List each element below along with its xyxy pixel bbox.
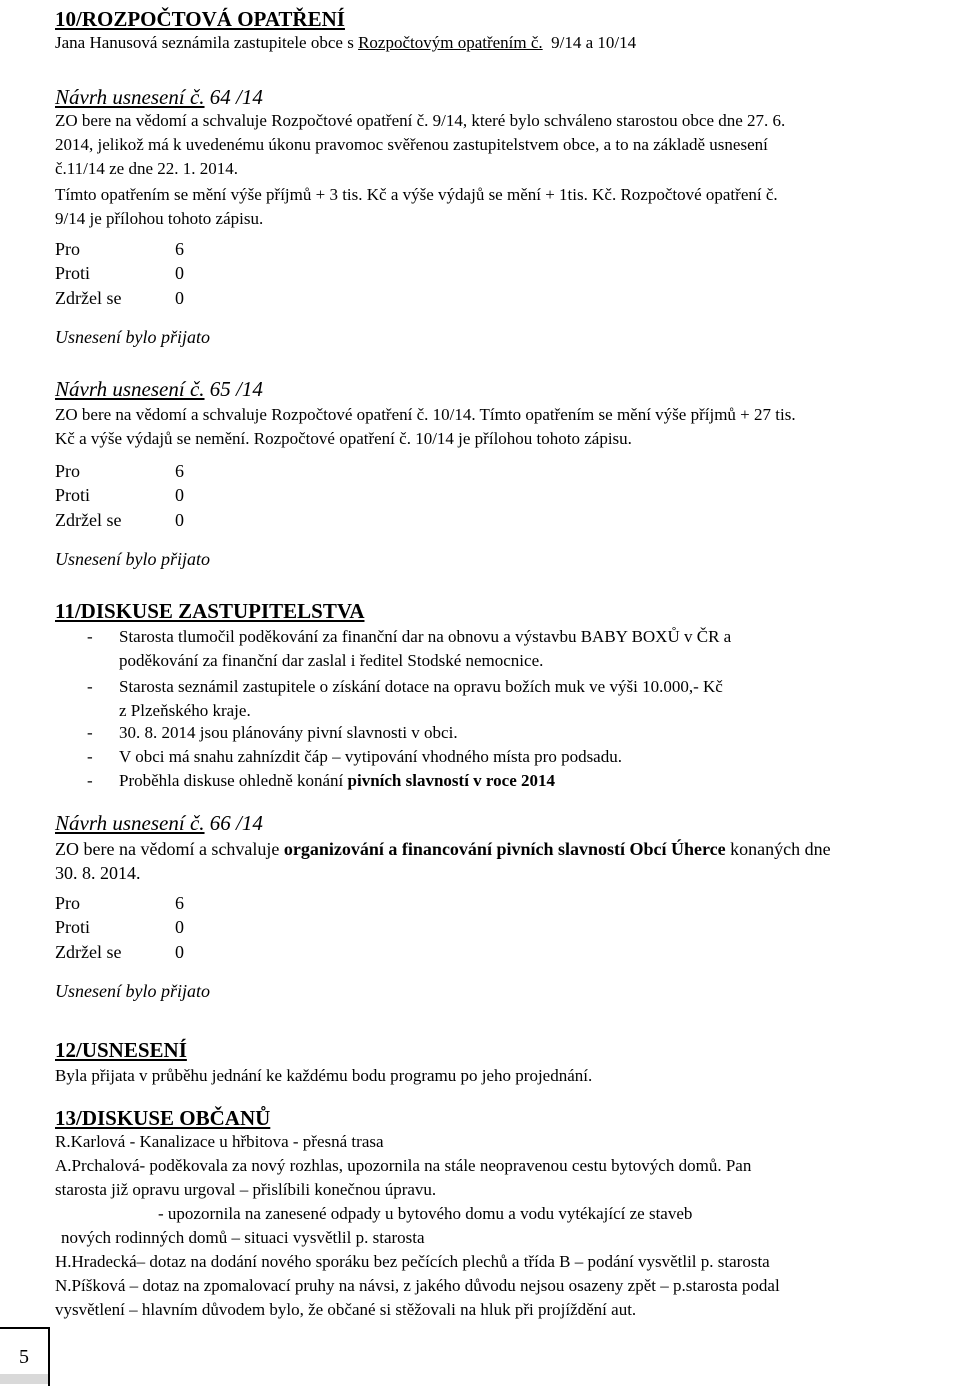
bullet-dash: - xyxy=(87,677,93,696)
resolution-65-heading xyxy=(55,377,263,401)
bullet-dash: - xyxy=(87,627,93,646)
citizen-line-2: A.Prchalová- poděkovala za nový rozhlas, upozornila na stále neopravenou cestu bytových domů. Pan xyxy=(55,1156,752,1175)
citizen-line-4: - upozornila na zanesené odpady u bytového domu a vodu vytékající ze staveb xyxy=(158,1204,693,1223)
resolution-64-heading xyxy=(55,85,263,109)
citizen-line-5: nových rodinných domů – situaci vysvětlil p. starosta xyxy=(61,1228,425,1247)
res66-line-2: 30. 8. 2014. xyxy=(55,863,141,883)
resolution-label: Návrh usnesení č. xyxy=(55,377,205,401)
vote-pro: Pro 6 xyxy=(55,239,184,259)
intro-underlined: Rozpočtovým opatřením č. xyxy=(358,33,543,52)
section-13-title: 13/DISKUSE OBČANŮ xyxy=(55,1106,271,1130)
citizen-line-1: R.Karlová - Kanalizace u hřbitova - přesná trasa xyxy=(55,1132,384,1151)
bullet-dash: - xyxy=(87,771,93,790)
res65-line-2: Kč a výše výdajů se nemění. Rozpočtové opatření č. 10/14 je přílohou tohoto zápisu. xyxy=(55,429,632,448)
bullet-dash: - xyxy=(87,747,93,766)
vote-zdrzel: Zdržel se 0 xyxy=(55,288,184,308)
section-10-intro xyxy=(55,33,636,53)
section-11-title: 11/DISKUSE ZASTUPITELSTVA xyxy=(55,599,365,623)
bullet-1-line-1: Starosta tlumočil poděkování za finanční dar na obnovu a výstavbu BABY BOXŮ v ČR a xyxy=(119,627,732,646)
citizen-line-8: vysvětlení – hlavním důvodem bylo, že občané si stěžovali na hluk při projíždění aut. xyxy=(55,1300,637,1319)
citizen-line-6: H.Hradecká– dotaz na dodání nového sporáku bez pečících plechů a třída B – podání vysvětlil p. starosta xyxy=(55,1252,770,1271)
citizen-line-7: N.Píšková – dotaz na zpomalovací pruhy na návsi, z jakého důvodu nejsou osazeny zpět – p.starosta podal xyxy=(55,1276,780,1295)
vote-proti: Proti 0 xyxy=(55,263,184,283)
resolution-number: 66 /14 xyxy=(204,811,263,835)
res64-line-1: ZO bere na vědomí a schvaluje Rozpočtové opatření č. 9/14, které bylo schváleno starostou obce dne 27. 6. xyxy=(55,111,786,130)
res64-line-4: Tímto opatřením se mění výše příjmů + 3 tis. Kč a výše výdajů se mění + 1tis. Kč. Rozpočtové opatření č. xyxy=(55,185,778,204)
citizen-line-3: starosta již opravu urgoval – přislíbili konečnou úpravu. xyxy=(55,1180,437,1199)
resolution-66-heading xyxy=(55,811,263,835)
section-10-title: 10/ROZPOČTOVÁ OPATŘENÍ xyxy=(55,7,345,31)
vote-pro: Pro 6 xyxy=(55,461,184,481)
bullet-4: V obci má snahu zahnízdit čáp – vytipování vhodného místa pro podsadu. xyxy=(119,747,622,766)
resolution-number: 64 /14 xyxy=(204,85,263,109)
resolution-label: Návrh usnesení č. xyxy=(55,85,205,109)
bullet-2-line-2: z Plzeňského kraje. xyxy=(119,701,251,720)
res65-result: Usnesení bylo přijato xyxy=(55,549,210,569)
res65-line-1: ZO bere na vědomí a schvaluje Rozpočtové opatření č. 10/14. Tímto opatřením se mění výše příjmů + 27 tis. xyxy=(55,405,796,424)
vote-pro: Pro 6 xyxy=(55,893,184,913)
bullet-dash: - xyxy=(87,723,93,742)
res66-line-1: ZO bere na vědomí a schvaluje organizování a financování pivních slavností Obcí Úherce konaných dne xyxy=(55,839,831,859)
vote-proti: Proti 0 xyxy=(55,917,184,937)
bullet-1-line-2: poděkování za finanční dar zaslal i ředitel Stodské nemocnice. xyxy=(119,651,544,670)
intro-numbers: 9/14 a 10/14 xyxy=(542,33,637,52)
res66-result: Usnesení bylo přijato xyxy=(55,981,210,1001)
resolution-label: Návrh usnesení č. xyxy=(55,811,205,835)
vote-proti: Proti 0 xyxy=(55,485,184,505)
bullet-2-line-1: Starosta seznámil zastupitele o získání dotace na opravu božích muk ve výši 10.000,- Kč xyxy=(119,677,723,696)
bullet-3: 30. 8. 2014 jsou plánovány pivní slavnosti v obci. xyxy=(119,723,458,742)
vote-zdrzel: Zdržel se 0 xyxy=(55,510,184,530)
resolution-number: 65 /14 xyxy=(204,377,263,401)
intro-text: Jana Hanusová seznámila zastupitele obce s xyxy=(55,33,359,52)
vote-zdrzel: Zdržel se 0 xyxy=(55,942,184,962)
res64-line-2: 2014, jelikož má k uvedenému úkonu pravomoc svěřenou zastupitelstvem obce, a to na základě usnesení xyxy=(55,135,768,154)
bullet-5: Proběhla diskuse ohledně konání pivních slavností v roce 2014 xyxy=(119,771,555,790)
section-12-text: Byla přijata v průběhu jednání ke každému bodu programu po jeho projednání. xyxy=(55,1066,593,1085)
section-12-title: 12/USNESENÍ xyxy=(55,1038,187,1062)
page-number-bar xyxy=(0,1374,48,1384)
res64-line-3: č.11/14 ze dne 22. 1. 2014. xyxy=(55,159,239,178)
res64-line-5: 9/14 je přílohou tohoto zápisu. xyxy=(55,209,264,228)
res64-result: Usnesení bylo přijato xyxy=(55,327,210,347)
page-number: 5 xyxy=(19,1346,29,1368)
